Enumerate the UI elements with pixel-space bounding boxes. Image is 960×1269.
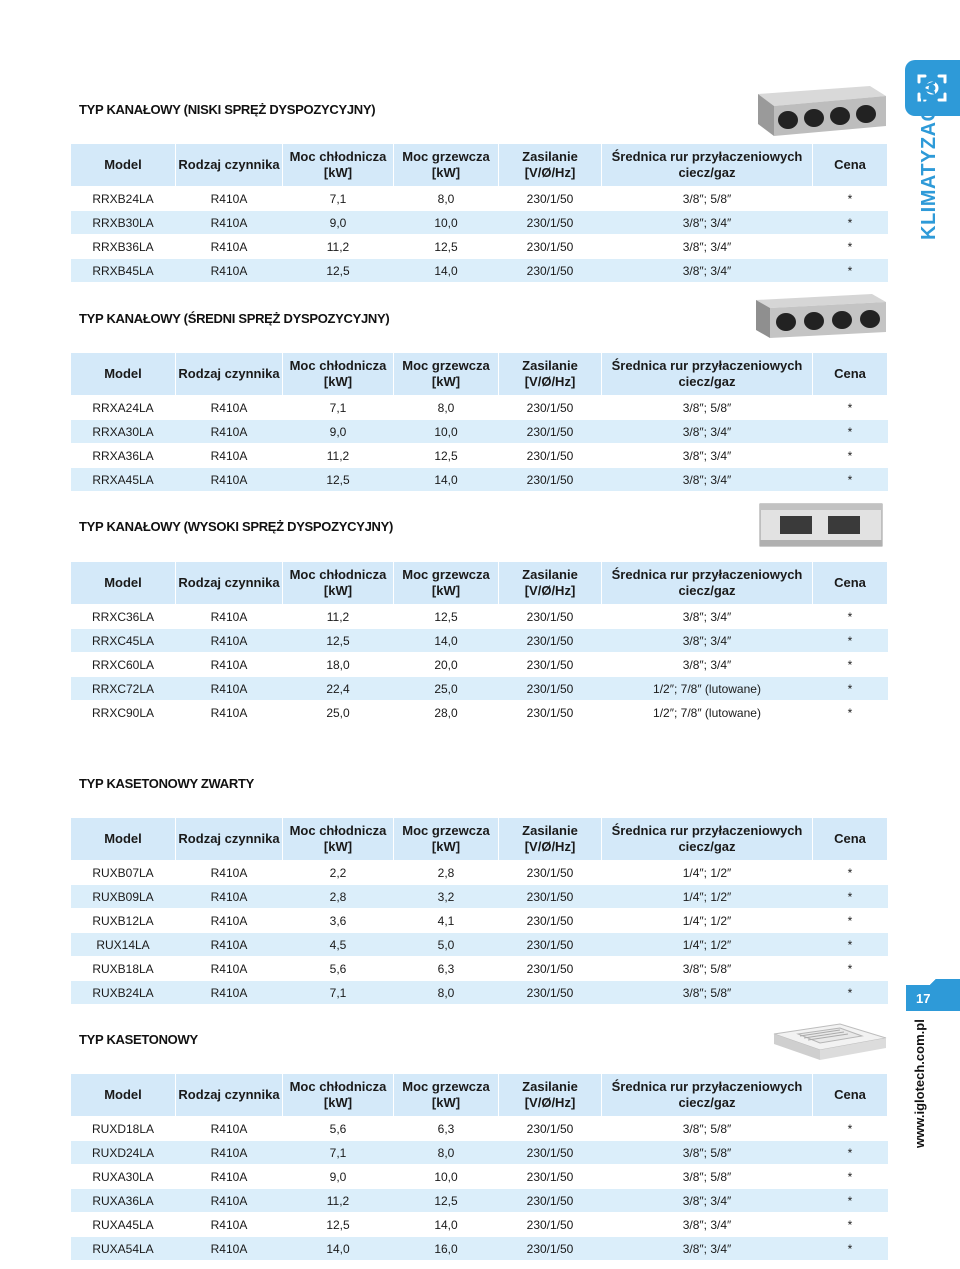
col-model: Model <box>71 1074 176 1117</box>
cell-model: RRXA36LA <box>71 444 176 468</box>
page-number: 17 <box>906 985 960 1011</box>
table-row <box>71 396 888 420</box>
cell-model: RUXD18LA <box>71 1117 176 1141</box>
table-row <box>71 933 888 957</box>
cell-cooling: 12,5 <box>283 259 394 283</box>
ducted-high-pressure-unit-image <box>758 500 884 555</box>
cell-power: 230/1/50 <box>499 885 602 909</box>
cell-cooling: 11,2 <box>283 1189 394 1213</box>
col-heating: Moc grzewcza [kW] <box>394 562 499 605</box>
cell-price: * <box>813 396 888 420</box>
cell-pipe: 1/2″; 7/8″ (lutowane) <box>602 701 813 725</box>
cell-price: * <box>813 187 888 211</box>
cell-heating: 5,0 <box>394 933 499 957</box>
cell-heating: 8,0 <box>394 396 499 420</box>
cell-pipe: 1/4″; 1/2″ <box>602 909 813 933</box>
cell-power: 230/1/50 <box>499 653 602 677</box>
cell-model: RUXB07LA <box>71 861 176 885</box>
cell-power: 230/1/50 <box>499 187 602 211</box>
cell-refrigerant: R410A <box>176 211 283 235</box>
cell-heating: 12,5 <box>394 235 499 259</box>
table-row <box>71 957 888 981</box>
cell-heating: 14,0 <box>394 629 499 653</box>
spec-table <box>70 1073 888 1261</box>
cell-power: 230/1/50 <box>499 701 602 725</box>
cell-cooling: 12,5 <box>283 1213 394 1237</box>
cell-pipe: 3/8″; 5/8″ <box>602 1141 813 1165</box>
cell-price: * <box>813 629 888 653</box>
cell-pipe: 1/2″; 7/8″ (lutowane) <box>602 677 813 701</box>
cell-price: * <box>813 420 888 444</box>
cell-price: * <box>813 1237 888 1261</box>
cell-model: RUXA36LA <box>71 1189 176 1213</box>
cell-model: RRXC60LA <box>71 653 176 677</box>
cell-cooling: 12,5 <box>283 468 394 492</box>
cell-refrigerant: R410A <box>176 677 283 701</box>
cassette-unit-image <box>770 1020 890 1075</box>
col-cooling: Moc chłodnicza [kW] <box>283 818 394 861</box>
table-header <box>71 562 888 605</box>
cell-heating: 16,0 <box>394 1237 499 1261</box>
cell-pipe: 3/8″; 3/4″ <box>602 1213 813 1237</box>
cell-refrigerant: R410A <box>176 187 283 211</box>
cell-pipe: 3/8″; 5/8″ <box>602 396 813 420</box>
category-label: KLIMATYZACJA <box>918 79 940 240</box>
cell-cooling: 7,1 <box>283 1141 394 1165</box>
cell-price: * <box>813 605 888 629</box>
cell-model: RUXA45LA <box>71 1213 176 1237</box>
table-header <box>71 144 888 187</box>
cell-price: * <box>813 1165 888 1189</box>
cell-model: RUXD24LA <box>71 1141 176 1165</box>
cell-heating: 2,8 <box>394 861 499 885</box>
cell-cooling: 2,2 <box>283 861 394 885</box>
cell-price: * <box>813 701 888 725</box>
cell-refrigerant: R410A <box>176 420 283 444</box>
table-row <box>71 211 888 235</box>
cell-model: RRXC90LA <box>71 701 176 725</box>
cell-power: 230/1/50 <box>499 981 602 1005</box>
cell-price: * <box>813 933 888 957</box>
col-model: Model <box>71 818 176 861</box>
table-row <box>71 677 888 701</box>
cell-pipe: 3/8″; 5/8″ <box>602 957 813 981</box>
section-title: TYP KASETONOWY <box>79 1032 198 1047</box>
col-model: Model <box>71 144 176 187</box>
table-body <box>71 187 888 283</box>
table-row <box>71 235 888 259</box>
cell-heating: 20,0 <box>394 653 499 677</box>
table-row <box>71 1165 888 1189</box>
cell-pipe: 3/8″; 3/4″ <box>602 444 813 468</box>
cell-refrigerant: R410A <box>176 259 283 283</box>
col-price: Cena <box>813 1074 888 1117</box>
cell-price: * <box>813 1213 888 1237</box>
cell-power: 230/1/50 <box>499 468 602 492</box>
col-price: Cena <box>813 144 888 187</box>
cell-pipe: 1/4″; 1/2″ <box>602 885 813 909</box>
table-row <box>71 468 888 492</box>
col-heating: Moc grzewcza [kW] <box>394 353 499 396</box>
cell-cooling: 14,0 <box>283 1237 394 1261</box>
table-row <box>71 1117 888 1141</box>
col-cooling: Moc chłodnicza [kW] <box>283 562 394 605</box>
cell-power: 230/1/50 <box>499 677 602 701</box>
table-row <box>71 187 888 211</box>
col-refrigerant: Rodzaj czynnika <box>176 144 283 187</box>
cell-power: 230/1/50 <box>499 420 602 444</box>
cell-cooling: 9,0 <box>283 420 394 444</box>
cell-model: RUXB18LA <box>71 957 176 981</box>
cell-refrigerant: R410A <box>176 885 283 909</box>
cell-pipe: 3/8″; 3/4″ <box>602 653 813 677</box>
col-pipe: Średnica rur przyłaczeniowych ciecz/gaz <box>602 353 813 396</box>
cell-heating: 6,3 <box>394 957 499 981</box>
cell-price: * <box>813 981 888 1005</box>
cell-refrigerant: R410A <box>176 1237 283 1261</box>
cell-model: RUXA30LA <box>71 1165 176 1189</box>
cell-price: * <box>813 235 888 259</box>
col-cooling: Moc chłodnicza [kW] <box>283 353 394 396</box>
table-body <box>71 396 888 492</box>
cell-heating: 25,0 <box>394 677 499 701</box>
spec-table <box>70 143 888 283</box>
col-heating: Moc grzewcza [kW] <box>394 1074 499 1117</box>
table-row <box>71 1213 888 1237</box>
cell-cooling: 4,5 <box>283 933 394 957</box>
cell-price: * <box>813 909 888 933</box>
cell-heating: 14,0 <box>394 468 499 492</box>
cell-model: RRXA45LA <box>71 468 176 492</box>
table-row <box>71 420 888 444</box>
cell-cooling: 11,2 <box>283 444 394 468</box>
cell-refrigerant: R410A <box>176 701 283 725</box>
col-refrigerant: Rodzaj czynnika <box>176 353 283 396</box>
cell-refrigerant: R410A <box>176 909 283 933</box>
cell-price: * <box>813 653 888 677</box>
cell-power: 230/1/50 <box>499 933 602 957</box>
cell-power: 230/1/50 <box>499 235 602 259</box>
cell-model: RUXB12LA <box>71 909 176 933</box>
cell-heating: 28,0 <box>394 701 499 725</box>
table-row <box>71 981 888 1005</box>
cell-refrigerant: R410A <box>176 653 283 677</box>
cell-cooling: 9,0 <box>283 211 394 235</box>
cell-price: * <box>813 677 888 701</box>
table-header <box>71 1074 888 1117</box>
cell-heating: 4,1 <box>394 909 499 933</box>
cell-model: RRXC36LA <box>71 605 176 629</box>
cell-price: * <box>813 1117 888 1141</box>
cell-cooling: 18,0 <box>283 653 394 677</box>
cell-pipe: 3/8″; 5/8″ <box>602 1165 813 1189</box>
table-header <box>71 818 888 861</box>
cell-cooling: 7,1 <box>283 981 394 1005</box>
cell-heating: 8,0 <box>394 981 499 1005</box>
cell-refrigerant: R410A <box>176 1189 283 1213</box>
cell-cooling: 25,0 <box>283 701 394 725</box>
cell-model: RRXC72LA <box>71 677 176 701</box>
duct-unit-image <box>750 80 890 145</box>
cell-power: 230/1/50 <box>499 1165 602 1189</box>
table-row <box>71 1141 888 1165</box>
cell-heating: 10,0 <box>394 420 499 444</box>
cell-model: RRXB30LA <box>71 211 176 235</box>
col-power: Zasilanie [V/Ø/Hz] <box>499 353 602 396</box>
col-model: Model <box>71 353 176 396</box>
col-pipe: Średnica rur przyłaczeniowych ciecz/gaz <box>602 144 813 187</box>
table-row <box>71 885 888 909</box>
table-row <box>71 444 888 468</box>
cell-model: RRXB45LA <box>71 259 176 283</box>
cell-price: * <box>813 1141 888 1165</box>
cell-power: 230/1/50 <box>499 1141 602 1165</box>
cell-heating: 10,0 <box>394 1165 499 1189</box>
table-body <box>71 605 888 725</box>
cell-heating: 3,2 <box>394 885 499 909</box>
cell-refrigerant: R410A <box>176 1117 283 1141</box>
cell-model: RUXB24LA <box>71 981 176 1005</box>
table-row <box>71 861 888 885</box>
cell-price: * <box>813 259 888 283</box>
cell-power: 230/1/50 <box>499 1213 602 1237</box>
cell-pipe: 1/4″; 1/2″ <box>602 861 813 885</box>
cell-price: * <box>813 957 888 981</box>
col-power: Zasilanie [V/Ø/Hz] <box>499 144 602 187</box>
cell-model: RUX14LA <box>71 933 176 957</box>
cell-refrigerant: R410A <box>176 1141 283 1165</box>
cell-cooling: 5,6 <box>283 957 394 981</box>
cell-model: RRXA30LA <box>71 420 176 444</box>
col-pipe: Średnica rur przyłaczeniowych ciecz/gaz <box>602 1074 813 1117</box>
cell-power: 230/1/50 <box>499 1189 602 1213</box>
col-price: Cena <box>813 818 888 861</box>
table-body <box>71 1117 888 1261</box>
col-pipe: Średnica rur przyłaczeniowych ciecz/gaz <box>602 562 813 605</box>
table-row <box>71 259 888 283</box>
cell-pipe: 1/4″; 1/2″ <box>602 933 813 957</box>
cell-refrigerant: R410A <box>176 933 283 957</box>
section-title: TYP KANAŁOWY (ŚREDNI SPRĘŻ DYSPOZYCYJNY) <box>79 311 390 326</box>
spec-table <box>70 817 888 1005</box>
col-power: Zasilanie [V/Ø/Hz] <box>499 818 602 861</box>
table-row <box>71 1237 888 1261</box>
section-title: TYP KANAŁOWY (WYSOKI SPRĘŻ DYSPOZYCYJNY) <box>79 519 394 534</box>
cell-cooling: 2,8 <box>283 885 394 909</box>
col-cooling: Moc chłodnicza [kW] <box>283 144 394 187</box>
cell-pipe: 3/8″; 5/8″ <box>602 981 813 1005</box>
cell-model: RRXC45LA <box>71 629 176 653</box>
table-row <box>71 1189 888 1213</box>
cell-cooling: 7,1 <box>283 187 394 211</box>
cell-pipe: 3/8″; 3/4″ <box>602 420 813 444</box>
cell-refrigerant: R410A <box>176 605 283 629</box>
cell-cooling: 22,4 <box>283 677 394 701</box>
table-header <box>71 353 888 396</box>
cell-pipe: 3/8″; 3/4″ <box>602 1237 813 1261</box>
cell-cooling: 11,2 <box>283 605 394 629</box>
cell-power: 230/1/50 <box>499 861 602 885</box>
cell-model: RRXA24LA <box>71 396 176 420</box>
col-refrigerant: Rodzaj czynnika <box>176 1074 283 1117</box>
cell-pipe: 3/8″; 3/4″ <box>602 468 813 492</box>
cell-price: * <box>813 211 888 235</box>
cell-power: 230/1/50 <box>499 396 602 420</box>
table-row <box>71 605 888 629</box>
cell-cooling: 5,6 <box>283 1117 394 1141</box>
cell-heating: 14,0 <box>394 259 499 283</box>
cell-cooling: 7,1 <box>283 396 394 420</box>
cell-power: 230/1/50 <box>499 909 602 933</box>
col-price: Cena <box>813 562 888 605</box>
duct-unit-image <box>750 290 890 347</box>
table-row <box>71 629 888 653</box>
cell-refrigerant: R410A <box>176 861 283 885</box>
col-refrigerant: Rodzaj czynnika <box>176 562 283 605</box>
spec-table <box>70 561 888 725</box>
cell-power: 230/1/50 <box>499 1237 602 1261</box>
col-refrigerant: Rodzaj czynnika <box>176 818 283 861</box>
cell-heating: 10,0 <box>394 211 499 235</box>
cell-price: * <box>813 1189 888 1213</box>
cell-pipe: 3/8″; 3/4″ <box>602 235 813 259</box>
cell-price: * <box>813 885 888 909</box>
cell-pipe: 3/8″; 3/4″ <box>602 211 813 235</box>
cell-power: 230/1/50 <box>499 629 602 653</box>
cell-pipe: 3/8″; 3/4″ <box>602 605 813 629</box>
cell-heating: 6,3 <box>394 1117 499 1141</box>
cell-heating: 12,5 <box>394 605 499 629</box>
col-heating: Moc grzewcza [kW] <box>394 818 499 861</box>
spec-table <box>70 352 888 492</box>
cell-refrigerant: R410A <box>176 468 283 492</box>
cell-refrigerant: R410A <box>176 629 283 653</box>
cell-pipe: 3/8″; 3/4″ <box>602 629 813 653</box>
cell-power: 230/1/50 <box>499 259 602 283</box>
cell-refrigerant: R410A <box>176 1165 283 1189</box>
col-heating: Moc grzewcza [kW] <box>394 144 499 187</box>
cell-heating: 12,5 <box>394 1189 499 1213</box>
cell-price: * <box>813 468 888 492</box>
cell-cooling: 9,0 <box>283 1165 394 1189</box>
cell-heating: 8,0 <box>394 187 499 211</box>
col-price: Cena <box>813 353 888 396</box>
cell-model: RRXB24LA <box>71 187 176 211</box>
section-title: TYP KASETONOWY ZWARTY <box>79 776 254 791</box>
col-power: Zasilanie [V/Ø/Hz] <box>499 1074 602 1117</box>
cell-pipe: 3/8″; 3/4″ <box>602 1189 813 1213</box>
table-row <box>71 909 888 933</box>
cell-power: 230/1/50 <box>499 605 602 629</box>
cell-model: RUXA54LA <box>71 1237 176 1261</box>
cell-pipe: 3/8″; 3/4″ <box>602 259 813 283</box>
cell-price: * <box>813 444 888 468</box>
cell-heating: 14,0 <box>394 1213 499 1237</box>
cell-refrigerant: R410A <box>176 444 283 468</box>
table-body <box>71 861 888 1005</box>
cell-power: 230/1/50 <box>499 211 602 235</box>
table-row <box>71 701 888 725</box>
col-power: Zasilanie [V/Ø/Hz] <box>499 562 602 605</box>
cell-pipe: 3/8″; 5/8″ <box>602 1117 813 1141</box>
cell-pipe: 3/8″; 5/8″ <box>602 187 813 211</box>
cell-price: * <box>813 861 888 885</box>
cell-refrigerant: R410A <box>176 1213 283 1237</box>
cell-heating: 8,0 <box>394 1141 499 1165</box>
col-model: Model <box>71 562 176 605</box>
cell-refrigerant: R410A <box>176 235 283 259</box>
cell-refrigerant: R410A <box>176 981 283 1005</box>
cell-cooling: 3,6 <box>283 909 394 933</box>
col-pipe: Średnica rur przyłaczeniowych ciecz/gaz <box>602 818 813 861</box>
cell-power: 230/1/50 <box>499 1117 602 1141</box>
cell-model: RRXB36LA <box>71 235 176 259</box>
cell-refrigerant: R410A <box>176 396 283 420</box>
cell-power: 230/1/50 <box>499 957 602 981</box>
cell-heating: 12,5 <box>394 444 499 468</box>
cell-model: RUXB09LA <box>71 885 176 909</box>
cell-power: 230/1/50 <box>499 444 602 468</box>
col-cooling: Moc chłodnicza [kW] <box>283 1074 394 1117</box>
cell-refrigerant: R410A <box>176 957 283 981</box>
website-url: www.iglotech.com.pl <box>912 1019 927 1148</box>
cell-cooling: 11,2 <box>283 235 394 259</box>
table-row <box>71 653 888 677</box>
cell-cooling: 12,5 <box>283 629 394 653</box>
section-title: TYP KANAŁOWY (NISKI SPRĘŻ DYSPOZYCYJNY) <box>79 102 376 117</box>
